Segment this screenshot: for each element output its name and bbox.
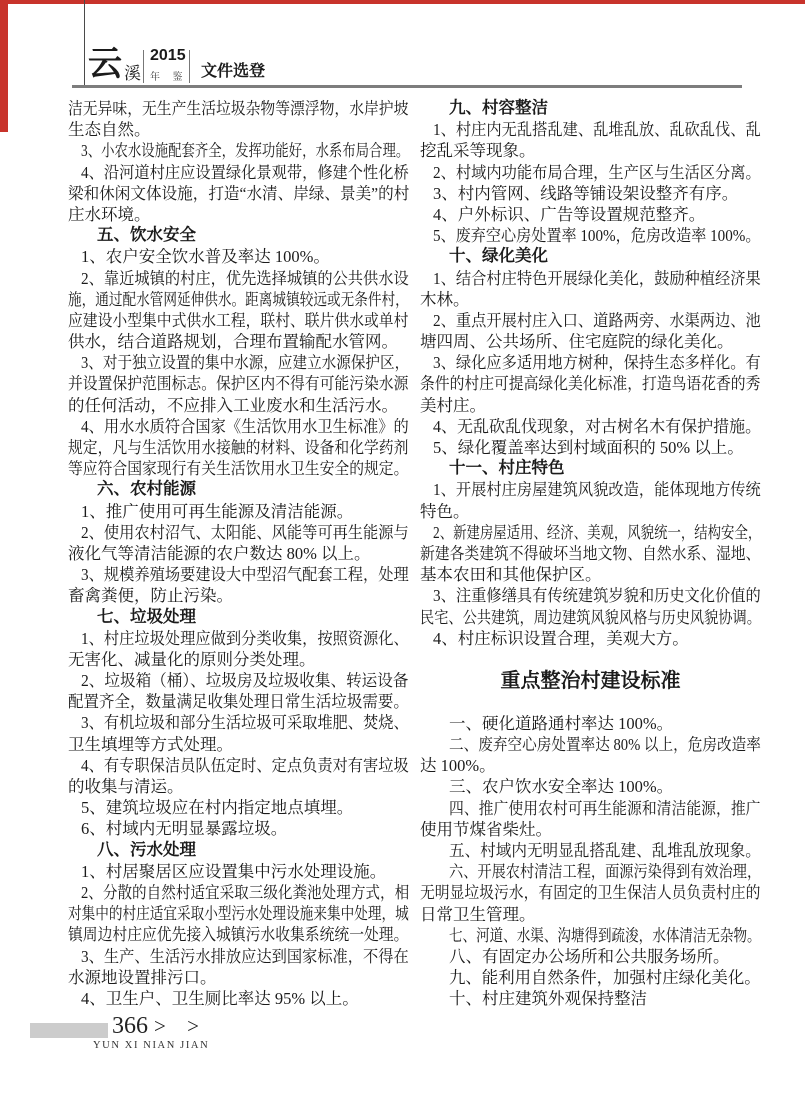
text-line: 规定，凡与生活饮用水接触的材料、设备和化学药剂 bbox=[68, 438, 409, 457]
footer-romanized-title: YUN XI NIAN JIAN bbox=[93, 1040, 210, 1051]
left-text-column bbox=[68, 98, 409, 1009]
red-top-edge-mark bbox=[0, 0, 805, 4]
text-line: 2、垃圾箱（桶）、垃圾房及垃圾收集、转运设备 bbox=[81, 671, 409, 691]
text-line: 1、村庄内无乱搭乱建、乱堆乱放、乱砍乱伐、乱 bbox=[433, 120, 761, 140]
text-line: 3、注重修缮具有传统建筑岁貌和历史文化价值的 bbox=[433, 586, 761, 606]
logo-character-large: 云 bbox=[88, 46, 122, 83]
text-line: 4、无乱砍乱伐现象，对古树名木有保护措施。 bbox=[433, 416, 762, 436]
text-line: 1、农户安全饮水普及率达 100%。 bbox=[81, 247, 330, 267]
text-line: 4、沿河道村庄应设置绿化景观带，修建个性化桥 bbox=[81, 162, 409, 182]
text-line: 6、村域内无明显暴露垃圾。 bbox=[81, 819, 288, 839]
line-spacer bbox=[420, 649, 761, 662]
footer-gray-bar bbox=[30, 1023, 108, 1038]
text-line: 的任何活动，不应排入工业废水和生活污水。 bbox=[68, 395, 398, 415]
text-line: 3、有机垃圾和部分生活垃圾可采取堆肥、焚烧、 bbox=[81, 713, 409, 733]
text-line: 2、分散的自然村适宜采取三级化粪池处理方式，相 bbox=[81, 882, 410, 902]
text-line: 条件的村庄可提高绿化美化标准，打造鸟语花香的秀 bbox=[420, 374, 761, 394]
text-line: 4、户外标识、广告等设置规范整齐。 bbox=[433, 204, 706, 224]
text-line: 八、有固定办公场所和公共服务场所。 bbox=[449, 946, 730, 966]
header-divider bbox=[189, 50, 190, 83]
text-line: 施，通过配水管网延伸供水。距离城镇较远或无条件村， bbox=[68, 289, 409, 309]
text-line: 4、有专职保洁员队伍定时、定点负责对有害垃圾 bbox=[81, 755, 409, 775]
text-line: 洁无异味，无生产生活垃圾杂物等漂浮物，水岸护坡 bbox=[68, 99, 409, 118]
text-line: 3、规模养殖场要建设大中型沼气配套工程，处理 bbox=[81, 565, 409, 585]
text-line: 5、废弃空心房处置率 100%，危房改造率 100%。 bbox=[433, 226, 761, 246]
subsection-heading: 九、村容整洁 bbox=[449, 99, 548, 117]
text-line: 3、生产、生活污水排放应达到国家标准，不得在 bbox=[81, 946, 409, 966]
section-title: 重点整治村建设标准 bbox=[500, 669, 681, 692]
text-line: 使用节煤省柴灶。 bbox=[420, 819, 552, 839]
text-line: 4、卫生户、卫生厕比率达 95% 以上。 bbox=[81, 988, 359, 1008]
right-text-column bbox=[420, 98, 761, 1010]
text-line: 液化气等清洁能源的农户数达 80% 以上。 bbox=[68, 543, 371, 563]
text-line: 2、使用农村沼气、太阳能、风能等可再生能源与 bbox=[81, 522, 409, 542]
text-line: 达 100%。 bbox=[420, 756, 496, 776]
text-line: 镇周边村庄应优先接入城镇污水收集系统统一处理。 bbox=[68, 925, 409, 945]
text-line: 1、推广使用可再生能源及清洁能源。 bbox=[81, 501, 354, 521]
text-line: 3、绿化应多适用地方树种，保持生态多样化。有 bbox=[433, 353, 761, 373]
text-line: 民宅、公共建筑，周边建筑风貌风格与历史风貌协调。 bbox=[420, 607, 761, 627]
text-line: 塘四周、公共场所、住宅庭院的绿化美化。 bbox=[420, 332, 734, 352]
text-line: 2、新建房屋适用、经济、美观，风貌统一，结构安全， bbox=[433, 522, 762, 542]
text-line: 2、靠近城镇的村庄，优先选择城镇的公共供水设 bbox=[81, 268, 409, 288]
text-line: 等应符合国家现行有关生活饮用水卫生安全的规定。 bbox=[68, 459, 409, 479]
header-divider bbox=[143, 50, 144, 83]
text-line: 1、村居聚居区应设置集中污水处理设施。 bbox=[81, 861, 387, 881]
text-line: 挖乱采等现象。 bbox=[420, 141, 536, 161]
text-line: 基本农田和其他保护区。 bbox=[420, 565, 602, 585]
subsection-heading: 十一、村庄特色 bbox=[449, 459, 565, 478]
text-line: 3、小农水设施配套齐全，发挥功能好，水系布局合理。 bbox=[81, 141, 410, 161]
text-line: 日常卫生管理。 bbox=[420, 904, 536, 924]
text-line: 生态自然。 bbox=[68, 120, 151, 140]
text-line: 畜禽粪便，防止污染。 bbox=[68, 586, 233, 606]
red-left-edge-tab bbox=[0, 0, 8, 132]
text-line: 新建各类建筑不得破坏当地文物、自然水系、湿地、 bbox=[420, 543, 761, 563]
text-line: 3、村内管网、线路等铺设架设整齐有序。 bbox=[433, 183, 739, 203]
text-line: 庄水环境。 bbox=[68, 204, 151, 224]
text-line: 应建设小型集中式供水工程，联村、联片供水或单村 bbox=[68, 310, 409, 330]
header-horizontal-rule bbox=[72, 85, 742, 88]
subsection-heading: 七、垃圾处理 bbox=[97, 607, 196, 626]
page-number-value: 366 bbox=[112, 1013, 148, 1039]
text-line: 4、用水水质符合国家《生活饮用水卫生标准》的 bbox=[81, 416, 409, 436]
text-line: 2、村域内功能布局合理，生产区与生活区分离。 bbox=[433, 162, 761, 182]
subsection-heading: 六、农村能源 bbox=[97, 480, 196, 499]
line-spacer bbox=[420, 700, 761, 713]
text-line: 美村庄。 bbox=[420, 395, 486, 415]
text-line: 五、村域内无明显乱搭乱建、乱堆乱放现象。 bbox=[449, 841, 761, 860]
text-line: 对集中的村庄适宜采取小型污水处理设施来集中处理，城 bbox=[68, 904, 409, 924]
header-vertical-rule bbox=[84, 0, 85, 86]
subsection-heading: 八、污水处理 bbox=[97, 840, 196, 859]
text-line: 2、重点开展村庄入口、道路两旁、水渠两边、池 bbox=[433, 310, 761, 330]
text-line: 4、村庄标识设置合理，美观大方。 bbox=[433, 628, 689, 648]
yearbook-year: 2015 bbox=[150, 47, 186, 64]
text-line: 3、对于独立设置的集中水源，应建立水源保护区， bbox=[81, 353, 410, 373]
text-line: 的收集与清运。 bbox=[68, 777, 184, 796]
text-line: 梁和休闲文体设施，打造“水清、岸绿、景美”的村 bbox=[68, 183, 410, 203]
subsection-heading: 五、饮水安全 bbox=[97, 226, 196, 245]
text-line: 十、村庄建筑外观保持整洁 bbox=[449, 989, 647, 1009]
text-line: 七、河道、水渠、沟塘得到疏浚，水体清洁无杂物。 bbox=[449, 925, 761, 945]
text-line: 二、废弃空心房处置率达 80% 以上，危房改造率 bbox=[449, 735, 761, 755]
chapter-title: 文件选登 bbox=[201, 63, 266, 80]
text-line: 配置齐全，数量满足收集处理日常生活垃圾需要。 bbox=[68, 692, 409, 712]
text-line: 木林。 bbox=[420, 289, 470, 309]
text-line: 1、开展村庄房屋建筑风貌改造，能体现地方传统 bbox=[433, 480, 761, 500]
logo-character-small: 溪 bbox=[124, 64, 141, 83]
text-line: 特色。 bbox=[420, 501, 470, 521]
text-line: 水源地设置排污口。 bbox=[68, 967, 217, 987]
text-line: 5、建筑垃圾应在村内指定地点填埋。 bbox=[81, 798, 354, 818]
text-line: 卫生填埋等方式处理。 bbox=[68, 734, 233, 754]
subsection-heading: 十、绿化美化 bbox=[449, 247, 548, 266]
yearbook-year-label: 年 鉴 bbox=[150, 72, 188, 83]
text-line: 无明显垃圾污水，有固定的卫生保洁人员负责村庄的 bbox=[420, 883, 761, 903]
text-line: 三、农户饮水安全率达 100%。 bbox=[449, 777, 674, 797]
text-line: 九、能利用自然条件，加强村庄绿化美化。 bbox=[449, 968, 761, 988]
text-line: 六、开展农村清洁工程，面源污染得到有效治理， bbox=[449, 862, 762, 882]
text-line: 1、结合村庄特色开展绿化美化，鼓励种植经济果 bbox=[433, 268, 761, 288]
text-line: 无害化、减量化的原则分类处理。 bbox=[68, 649, 316, 669]
text-line: 供水，结合道路规划，合理布置输配水管网。 bbox=[68, 332, 398, 352]
text-line: 四、推广使用农村可再生能源和清洁能源，推广 bbox=[449, 798, 761, 818]
page-number bbox=[112, 1012, 207, 1040]
text-line: 5、绿化覆盖率达到村域面积的 50% 以上。 bbox=[433, 438, 744, 457]
page-number-chevrons: > > bbox=[154, 1014, 207, 1038]
text-line: 并设置保护范围标志。保护区内不得有可能污染水源 bbox=[68, 374, 409, 394]
text-line: 1、村庄垃圾处理应做到分类收集，按照资源化、 bbox=[81, 628, 409, 648]
text-line: 一、硬化道路通村率达 100%。 bbox=[449, 713, 674, 733]
